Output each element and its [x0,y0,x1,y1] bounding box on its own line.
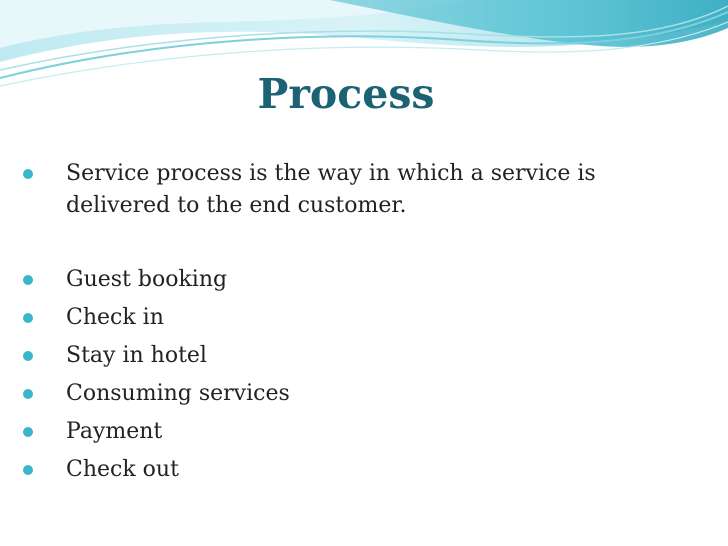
list-item-text: Payment [66,419,163,444]
list-item [20,454,640,486]
bullet-list [20,158,640,492]
list-item [20,302,640,334]
list-item-text: Consuming services [66,381,290,406]
bullet-dot-icon [23,275,33,285]
list-item [20,378,640,410]
bullet-dot-icon [23,389,33,399]
list-item-text: Stay in hotel [66,343,207,368]
list-item-text: Service process is the way in which a service is delivered to the end customer. [66,161,596,218]
bullet-dot-icon [23,465,33,475]
list-item-text: Guest booking [66,267,228,292]
list-item [20,264,640,296]
list-item [20,416,640,448]
list-item [20,340,640,372]
list-item [20,158,640,222]
bullet-dot-icon [23,351,33,361]
list-item-text: Check in [66,305,164,330]
bullet-dot-icon [23,313,33,323]
bullet-dot-icon [23,427,33,437]
bullet-dot-icon [23,169,33,179]
list-item-text: Check out [66,457,179,482]
slide-title: Process [257,70,435,118]
